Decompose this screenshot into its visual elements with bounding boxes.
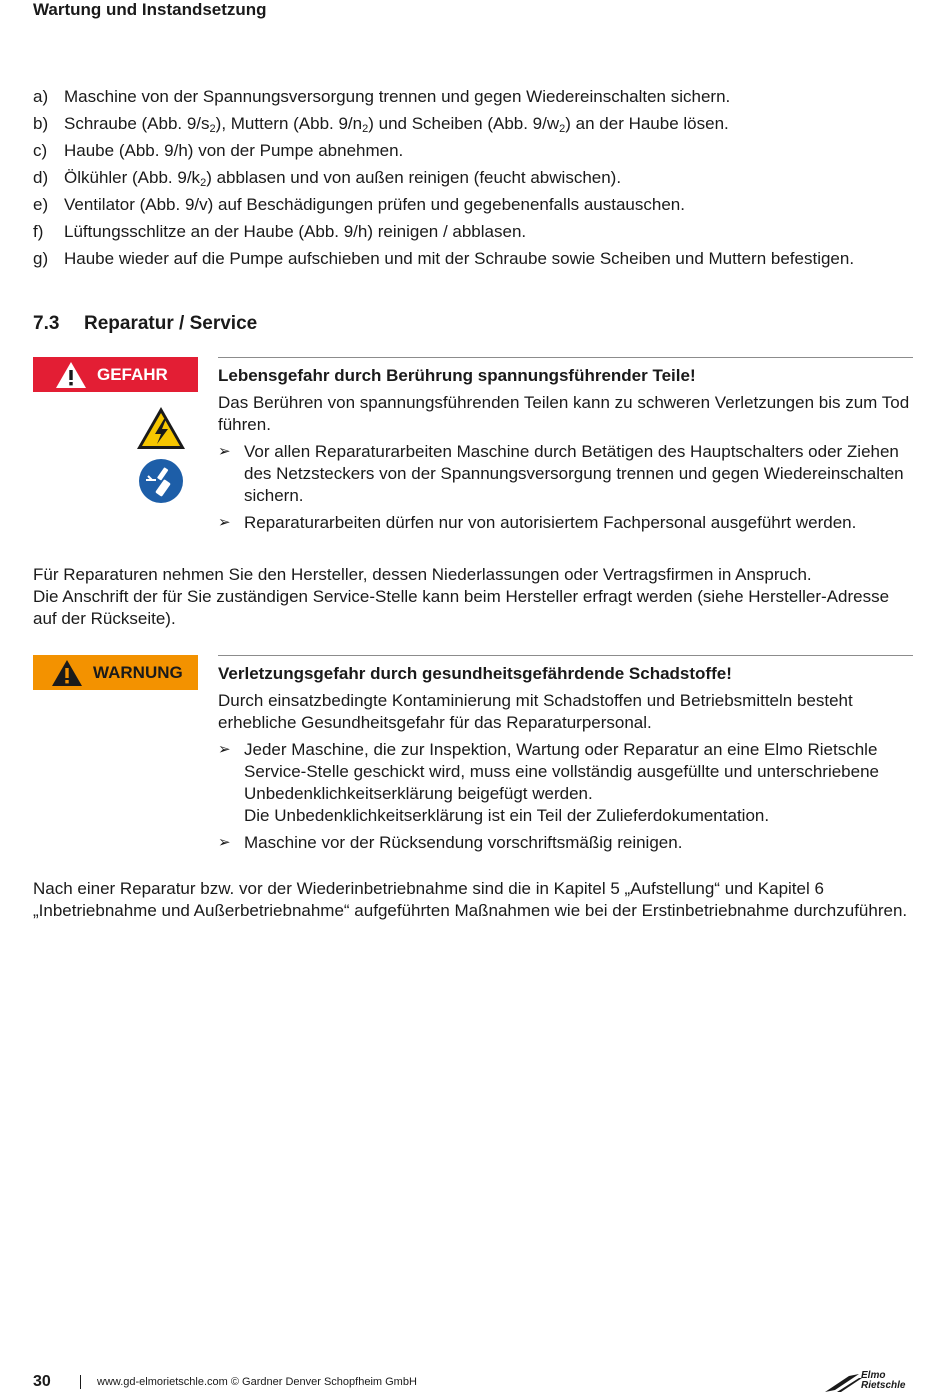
warning-notice-body bbox=[218, 663, 913, 859]
danger-notice bbox=[33, 357, 913, 537]
section-title: Reparatur / Service bbox=[84, 313, 258, 334]
list-item bbox=[218, 441, 913, 507]
step-text: Ventilator (Abb. 9/v) auf Beschädigungen prüfen und gegebenenfalls austauschen. bbox=[64, 195, 685, 214]
step-label: d) bbox=[33, 168, 49, 187]
warning-title: Verletzungsgefahr durch gesundheitsgefährdende Schadstoffe! bbox=[218, 664, 732, 683]
list-item bbox=[33, 86, 913, 108]
footer-copyright: www.gd-elmorietschle.com © Gardner Denver Schopfheim GmbH bbox=[97, 1376, 417, 1388]
list-item bbox=[33, 140, 913, 162]
danger-notice-body bbox=[218, 365, 913, 539]
step-text: Haube (Abb. 9/h) von der Pumpe abnehmen. bbox=[64, 141, 404, 160]
list-item bbox=[218, 832, 913, 854]
page-header-title: Wartung und Instandsetzung bbox=[33, 0, 267, 19]
arrow-bullet-icon: ➢ bbox=[218, 741, 231, 758]
bullet-text: Reparaturarbeiten dürfen nur von autorisiertem Fachpersonal ausgeführt werden. bbox=[244, 513, 857, 532]
step-text: Schraube (Abb. $9/s_2$), Muttern (Abb. $9/n_2$) und Scheiben (Abb. $9/w_2$) an der Haube lösen. bbox=[64, 114, 729, 135]
elmo-rietschle-logo bbox=[823, 1369, 913, 1395]
step-label: f) bbox=[33, 222, 44, 241]
divider bbox=[218, 655, 913, 656]
step-label: a) bbox=[33, 87, 49, 106]
danger-title: Lebensgefahr durch Berührung spannungsführender Teile! bbox=[218, 366, 696, 385]
warning-triangle-icon bbox=[51, 659, 83, 687]
danger-badge bbox=[33, 357, 198, 392]
warning-badge-label: WARNUNG bbox=[93, 662, 183, 682]
step-text: Haube wieder auf die Pumpe aufschieben und mit der Schraube sowie Scheiben und Muttern befestigen. bbox=[64, 249, 855, 268]
step-text: Ölkühler (Abb. $9/k_2$) abblasen und von außen reinigen (feucht abwischen). bbox=[64, 168, 622, 189]
step-text: Maschine von der Spannungsversorgung trennen und gegen Wiedereinschalten sichern. bbox=[64, 87, 731, 106]
step-text: Lüftungsschlitze an der Haube (Abb. 9/h) reinigen / abblasen. bbox=[64, 222, 527, 241]
step-label: e) bbox=[33, 195, 49, 214]
disconnect-mains-plug-icon bbox=[138, 458, 184, 504]
list-item bbox=[33, 113, 913, 135]
step-list bbox=[33, 86, 913, 275]
bullet-text: Maschine vor der Rücksendung vorschriftsmäßig reinigen. bbox=[244, 833, 683, 852]
high-voltage-warning-icon bbox=[135, 405, 187, 451]
list-item bbox=[218, 512, 913, 534]
arrow-bullet-icon: ➢ bbox=[218, 514, 231, 531]
warning-badge bbox=[33, 655, 198, 690]
section-heading bbox=[33, 313, 257, 335]
logo-text: Elmo bbox=[861, 1370, 886, 1381]
logo-swoosh-icon bbox=[823, 1372, 863, 1394]
list-item bbox=[33, 194, 913, 216]
warning-text: Durch einsatzbedingte Kontaminierung mit Schadstoffen und Betriebsmitteln besteht erhebliche Gesundheitsgefahr für das Reparaturpersonal. bbox=[218, 691, 853, 732]
paragraph-after-repair: Nach einer Reparatur bzw. vor der Wiederinbetriebnahme sind die in Kapitel 5 „Aufstellung“ und Kapitel 6 „Inbetriebnahme und Außerbetriebnahme“ aufgeführten Maßnahmen wie bei der Erstinbetriebnahme durchzuführen. bbox=[33, 879, 908, 920]
list-item bbox=[33, 221, 913, 243]
bullet-text: Vor allen Reparaturarbeiten Maschine durch Betätigen des Hauptschalters oder Ziehen des Netzsteckers von der Spannungsversorgung trennen und gegen Wiedereinschalten sichern. bbox=[244, 442, 904, 505]
step-label: c) bbox=[33, 141, 48, 160]
bullet-text: Jeder Maschine, die zur Inspektion, Wartung oder Reparatur an eine Elmo Rietschle Service-Stelle geschickt wird, muss eine vollständig ausgefüllte und unterschriebene Unbedenklichkeitserklärung beigefügt werden. Die Unbedenklichkeitserklärung ist ein Teil der Zulieferdokumentation. bbox=[244, 740, 880, 825]
step-label: b) bbox=[33, 114, 49, 133]
list-item bbox=[33, 167, 913, 189]
paragraph-repair-contact: Für Reparaturen nehmen Sie den Hersteller, dessen Niederlassungen oder Vertragsfirmen in Anspruch. Die Anschrift der für Sie zuständigen Service-Stelle kann beim Hersteller erfragt werden (siehe Hersteller-Adresse auf der Rückseite). bbox=[33, 565, 890, 628]
section-number: 7.3 bbox=[33, 313, 60, 334]
arrow-bullet-icon: ➢ bbox=[218, 834, 231, 851]
danger-text: Das Berühren von spannungsführenden Teilen kann zu schweren Verletzungen bis zum Tod führen. bbox=[218, 393, 910, 434]
page-footer bbox=[33, 1370, 913, 1397]
list-item bbox=[218, 739, 913, 827]
arrow-bullet-icon: ➢ bbox=[218, 443, 231, 460]
danger-badge-label: GEFAHR bbox=[97, 364, 168, 384]
warning-triangle-icon bbox=[55, 361, 87, 389]
logo-text: Rietschle bbox=[861, 1380, 906, 1391]
page-number: 30 bbox=[33, 1373, 51, 1390]
step-label: g) bbox=[33, 249, 49, 268]
warning-notice bbox=[33, 655, 913, 855]
divider bbox=[218, 357, 913, 358]
divider bbox=[80, 1375, 81, 1389]
list-item bbox=[33, 248, 913, 270]
